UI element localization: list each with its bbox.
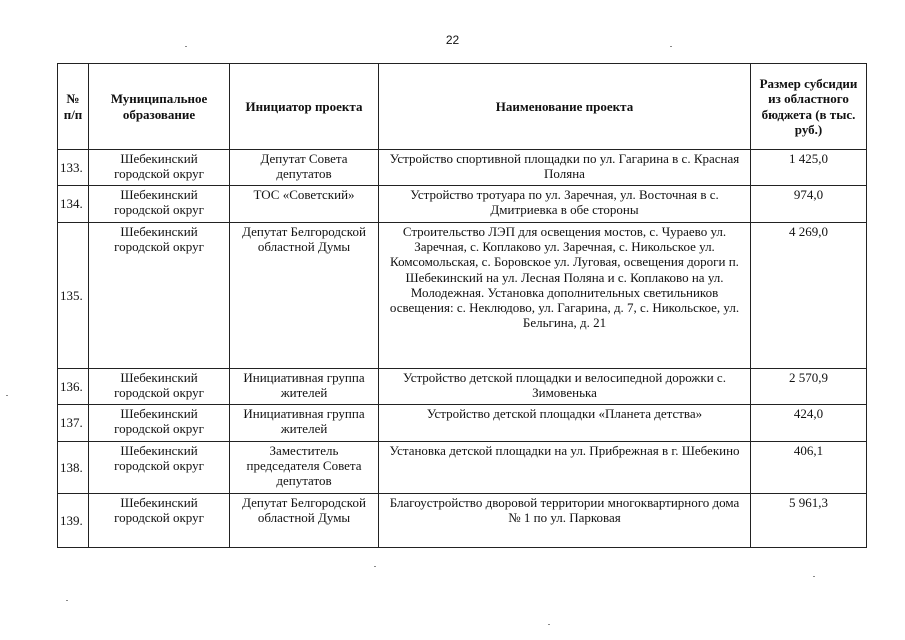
row-number: 135.	[58, 223, 89, 369]
row-municipality: Шебекинский городской округ	[89, 186, 230, 223]
header-municipality: Муниципальное образование	[89, 64, 230, 150]
row-initiator: ТОС «Советский»	[230, 186, 379, 223]
table-row	[58, 223, 867, 369]
scan-speck	[185, 46, 187, 47]
scan-speck	[374, 566, 376, 567]
header-project-name: Наименование проекта	[379, 64, 751, 150]
row-project: Устройство спортивной площадки по ул. Гагарина в с. Красная Поляна	[379, 150, 751, 186]
table-row	[58, 494, 867, 548]
subsidies-table	[57, 63, 867, 548]
row-amount: 4 269,0	[751, 223, 867, 369]
header-initiator: Инициатор проекта	[230, 64, 379, 150]
row-number: 134.	[58, 186, 89, 223]
row-initiator: Заместитель председателя Совета депутатов	[230, 442, 379, 494]
scan-speck	[813, 576, 815, 577]
row-municipality: Шебекинский городской округ	[89, 150, 230, 186]
page-number: 22	[445, 33, 460, 47]
row-municipality: Шебекинский городской округ	[89, 442, 230, 494]
row-initiator: Депутат Совета депутатов	[230, 150, 379, 186]
scan-speck	[66, 600, 68, 601]
header-subsidy-amount: Размер субсидии из областного бюджета (в тыс. руб.)	[751, 64, 867, 150]
row-amount: 1 425,0	[751, 150, 867, 186]
row-municipality: Шебекинский городской округ	[89, 405, 230, 442]
table-header	[58, 64, 867, 150]
row-project: Устройство тротуара по ул. Заречная, ул. Восточная в с. Дмитриевка в обе стороны	[379, 186, 751, 223]
table-row	[58, 405, 867, 442]
row-number: 136.	[58, 369, 89, 405]
table-row	[58, 369, 867, 405]
row-amount: 424,0	[751, 405, 867, 442]
row-number: 133.	[58, 150, 89, 186]
table-row	[58, 186, 867, 223]
row-municipality: Шебекинский городской округ	[89, 494, 230, 548]
row-municipality: Шебекинский городской округ	[89, 369, 230, 405]
row-initiator: Инициативная группа жителей	[230, 369, 379, 405]
scan-speck	[670, 46, 672, 47]
row-amount: 406,1	[751, 442, 867, 494]
row-project: Устройство детской площадки и велосипедной дорожки с. Зимовенька	[379, 369, 751, 405]
row-project: Установка детской площадки на ул. Прибрежная в г. Шебекино	[379, 442, 751, 494]
table-row	[58, 150, 867, 186]
row-initiator: Инициативная группа жителей	[230, 405, 379, 442]
row-municipality: Шебекинский городской округ	[89, 223, 230, 369]
scan-speck	[6, 395, 8, 396]
row-number: 138.	[58, 442, 89, 494]
row-number: 137.	[58, 405, 89, 442]
row-amount: 974,0	[751, 186, 867, 223]
row-project: Благоустройство дворовой территории многоквартирного дома № 1 по ул. Парковая	[379, 494, 751, 548]
scan-speck	[548, 624, 550, 625]
header-number: № п/п	[58, 64, 89, 150]
row-amount: 2 570,9	[751, 369, 867, 405]
row-number: 139.	[58, 494, 89, 548]
row-amount: 5 961,3	[751, 494, 867, 548]
row-initiator: Депутат Белгородской областной Думы	[230, 494, 379, 548]
row-project: Устройство детской площадки «Планета детства»	[379, 405, 751, 442]
row-initiator: Депутат Белгородской областной Думы	[230, 223, 379, 369]
row-project: Строительство ЛЭП для освещения мостов, с. Чураево ул. Заречная, с. Коплаково ул. Заречная, с. Никольское ул. Комсомольская, с. Боровское ул. Луговая, освещения дороги п. Шебекинский на ул. Лесная Поляна и с. Коплаково на ул. Молодежная. Установка дополнительных светильников освещения: с. Неклюдово, ул. Гагарина, д. 7, с. Никольское, ул. Бельгина, д. 21	[379, 223, 751, 369]
table-row	[58, 442, 867, 494]
